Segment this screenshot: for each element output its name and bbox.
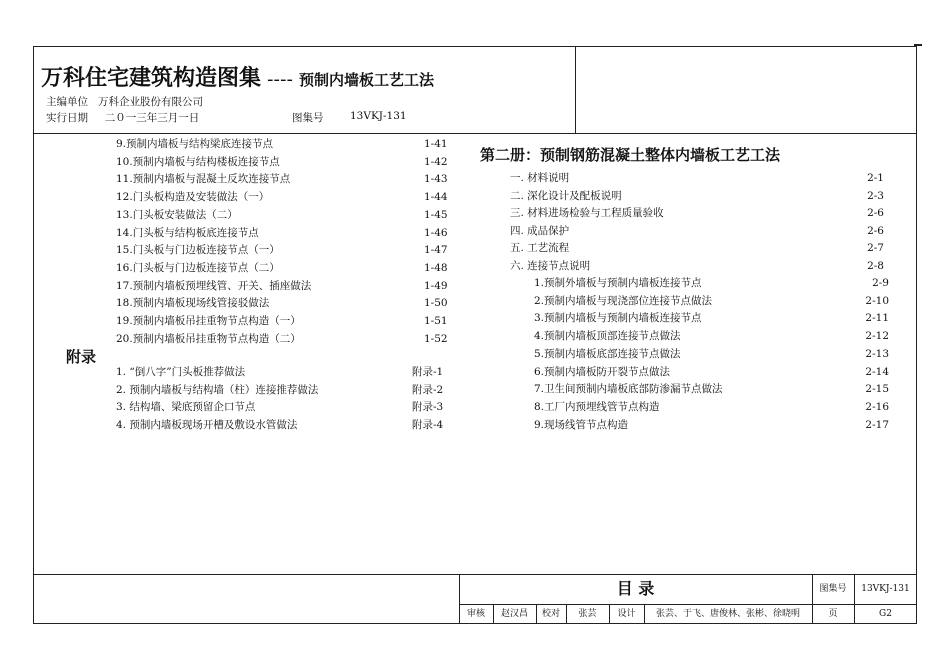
toc-entry-label: 六. 连接节点说明 xyxy=(510,260,591,272)
toc-entry-page: 2-16 xyxy=(865,400,889,413)
appendix-heading: 附录 xyxy=(66,348,97,366)
toc-entry-page: 2-8 xyxy=(867,260,884,272)
toc-entry-page: 附录-2 xyxy=(412,383,444,396)
check-value: 张芸 xyxy=(578,609,597,619)
toc-entry-label: 19.预制内墙板吊挂重物节点构造（一） xyxy=(116,315,301,327)
toc-entry-label: 14.门头板与结构板底连接节点 xyxy=(116,226,259,239)
title-dash: ---- xyxy=(267,69,293,90)
frame-corner-mark xyxy=(914,44,922,46)
editor-label: 主编单位 xyxy=(46,96,88,108)
toc-entry-label: 16.门头板与门边板连接节点（二） xyxy=(116,261,280,274)
page-title xyxy=(41,61,434,92)
toc-entry-label: 5.预制内墙板底部连接节点做法 xyxy=(534,347,681,360)
editor-row xyxy=(46,94,203,109)
check-label: 校对 xyxy=(541,609,560,619)
toc-entry-label: 二. 深化设计及配板说明 xyxy=(510,189,622,202)
toc-entry-label: 12.门头板构造及安装做法（一） xyxy=(116,191,270,204)
date-label: 实行日期 xyxy=(46,112,88,124)
editor-value: 万科企业股份有限公司 xyxy=(98,96,204,108)
toc-entry-page: 1-51 xyxy=(424,315,448,327)
titleblock-top-line xyxy=(33,574,917,575)
toc-entry-page: 2-9 xyxy=(872,277,889,289)
toc-entry-label: 6.预制内墙板防开裂节点做法 xyxy=(534,365,671,378)
toc-entry-label: 3.预制内墙板与预制内墙板连接节点 xyxy=(534,312,702,325)
date-value: 二０一三年三月一日 xyxy=(104,112,200,124)
toc-entry-label: 4. 预制内墙板现场开槽及敷设水管做法 xyxy=(116,419,298,432)
design-value: 张芸、于飞、唐俊林、张彬、徐晓明 xyxy=(655,609,800,619)
atlas-value: 13VKJ-131 xyxy=(350,110,407,122)
page-label: 页 xyxy=(828,609,838,619)
titleblock-title: 目 录 xyxy=(616,579,655,598)
toc-entry-page: 1-50 xyxy=(424,297,448,310)
toc-entry-label: 7.卫生间预制内墙板底部防渗漏节点做法 xyxy=(534,383,723,396)
toc-entry-page: 2-14 xyxy=(865,365,889,378)
toc-entry-label: 18.预制内墙板现场线管接驳做法 xyxy=(116,297,270,310)
title-subtitle: 预制内墙板工艺工法 xyxy=(299,71,435,89)
toc-entry-label: 8.工厂内预埋线管节点构造 xyxy=(534,400,660,413)
toc-entry-page: 1-47 xyxy=(424,244,448,257)
volume2-heading: 第二册：预制钢筋混凝土整体内墙板工艺工法 xyxy=(480,146,781,164)
atlas-label: 图集号 xyxy=(292,112,324,124)
toc-entry-label: 一. 材料说明 xyxy=(510,172,570,184)
design-label: 设计 xyxy=(617,609,636,619)
toc-entry-page: 2-13 xyxy=(865,347,889,360)
toc-entry-page: 2-17 xyxy=(865,418,889,431)
toc-entry-page: 2-6 xyxy=(867,224,884,237)
toc-entry-page: 2-3 xyxy=(867,189,884,202)
toc-entry-page: 1-44 xyxy=(424,191,448,204)
toc-entry-label: 四. 成品保护 xyxy=(510,224,570,237)
toc-entry-page: 2-6 xyxy=(867,207,884,220)
toc-entry-label: 三. 材料进场检验与工程质量验收 xyxy=(510,207,664,220)
toc-entry-page: 附录-3 xyxy=(412,401,444,414)
toc-entry-label: 3. 结构墙、梁底预留企口节点 xyxy=(116,401,256,414)
toc-entry-page: 2-1 xyxy=(867,172,884,184)
toc-entry-page: 2-10 xyxy=(865,294,889,307)
toc-entry-page: 1-45 xyxy=(424,208,448,221)
toc-entry-label: 20.预制内墙板吊挂重物节点构造（二） xyxy=(116,332,301,345)
page-value: G2 xyxy=(879,609,892,619)
header-right-divider xyxy=(575,46,576,133)
toc-entry-label: 五. 工艺流程 xyxy=(510,242,570,255)
header-inner-line xyxy=(468,133,470,134)
toc-entry-page: 附录-1 xyxy=(412,366,444,378)
toc-entry-page: 附录-4 xyxy=(412,419,444,432)
toc-entry-page: 2-12 xyxy=(865,330,889,343)
review-label: 审核 xyxy=(466,609,485,619)
toc-entry-page: 1-46 xyxy=(424,226,448,239)
toc-entry-label: 1. “倒八字”门头板推荐做法 xyxy=(116,366,246,378)
review-value: 赵汉昌 xyxy=(500,609,528,619)
toc-entry-label: 2.预制内墙板与现浇部位连接节点做法 xyxy=(534,294,713,307)
toc-entry-page: 2-15 xyxy=(865,383,889,396)
toc-entry-label: 9.预制内墙板与结构梁底连接节点 xyxy=(116,138,274,150)
toc-entry-page: 2-11 xyxy=(865,312,889,325)
toc-entry-label: 13.门头板安装做法（二） xyxy=(116,208,238,221)
toc-entry-label: 17.预制内墙板预埋线管、开关、插座做法 xyxy=(116,279,312,292)
titleblock-atlas-value: 13VKJ-131 xyxy=(861,584,910,594)
toc-entry-page: 2-7 xyxy=(867,242,884,255)
main-title: 万科住宅建筑构造图集 xyxy=(41,66,262,91)
toc-entry-page: 1-48 xyxy=(424,261,448,274)
toc-entry-label: 2. 预制内墙板与结构墙（柱）连接推荐做法 xyxy=(116,383,319,396)
toc-entry-label: 1.预制外墙板与预制内墙板连接节点 xyxy=(534,277,702,289)
toc-entry-label: 9.现场线管节点构造 xyxy=(534,418,629,431)
toc-entry-page: 1-49 xyxy=(424,279,448,292)
header-bottom-line xyxy=(33,133,917,134)
date-row xyxy=(46,110,199,125)
toc-entry-page: 1-52 xyxy=(424,332,448,345)
toc-entry-page: 1-41 xyxy=(424,138,448,150)
toc-entry-page: 1-43 xyxy=(424,173,448,186)
toc-entry-label: 15.门头板与门边板连接节点（一） xyxy=(116,244,280,257)
toc-entry-page: 1-42 xyxy=(424,155,448,168)
toc-entry-label: 10.预制内墙板与结构楼板连接节点 xyxy=(116,155,280,168)
toc-entry-label: 11.预制内墙板与混凝土反坎连接节点 xyxy=(116,173,291,186)
toc-entry-label: 4.预制内墙板顶部连接节点做法 xyxy=(534,330,681,343)
titleblock-atlas-label: 图集号 xyxy=(819,584,847,594)
